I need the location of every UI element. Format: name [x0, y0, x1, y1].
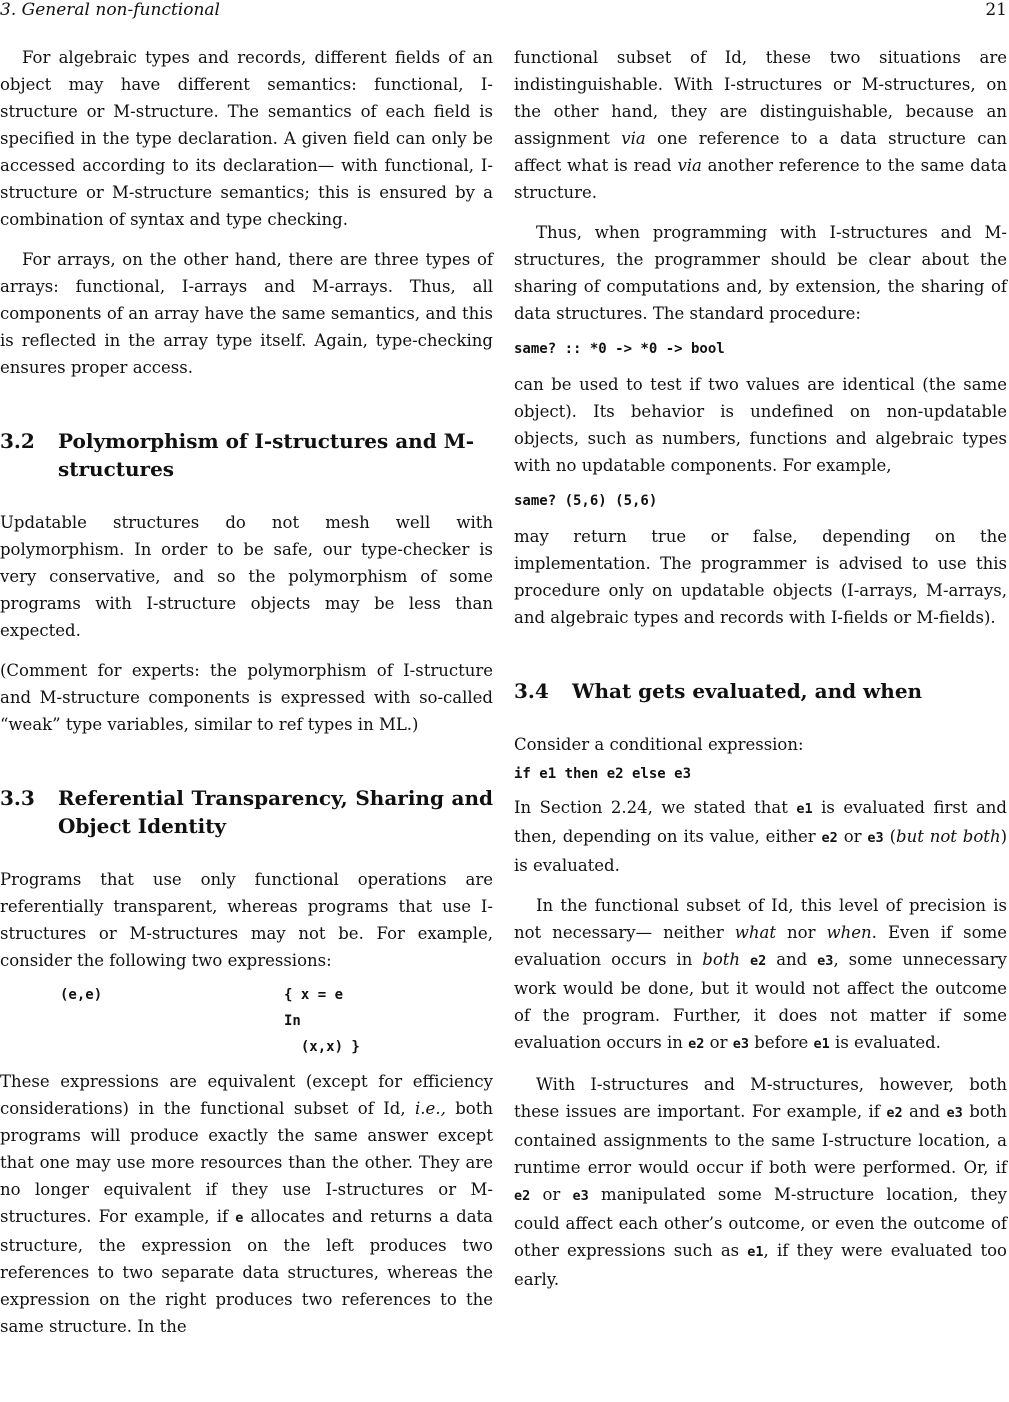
text-run: is evaluated. — [829, 1033, 941, 1052]
left-column — [0, 44, 493, 1340]
text-run: , some unnecessary work would be done, but it would not affect the outcome of the program. Further, it does not matter if some evaluation occurs in — [514, 950, 1008, 1052]
paragraph-referential-transparency: Programs that use only functional operations are referentially transparent, whereas programs that use I-structures or M-structures may not be. For example, consider the following two expressions: — [0, 870, 493, 970]
code-same-example: same? (5,6) (5,6) — [514, 493, 658, 509]
inline-code: e2 — [688, 1036, 705, 1052]
emphasis-text: what — [734, 923, 776, 942]
text-run — [740, 950, 750, 969]
text-run: ( — [883, 827, 897, 846]
text-run: allocates and returns a data structure, the expression on the left produces two references to two separate data structures, whereas the expression on the right produces two references to the same structure. In the — [0, 1207, 494, 1336]
section-heading-3-4 — [514, 677, 1007, 705]
emphasis-text: i.e., — [415, 1099, 446, 1118]
code-line: (x,x) } — [284, 1039, 360, 1055]
paragraph-implementation: may return true or false, depending on the implementation. The programmer is advised to use this procedure only on updatable objects (I-arrays, M-arrays, and algebraic types and records with I-fields or M-fields). — [514, 527, 1007, 627]
page-header — [0, 0, 1009, 26]
code-line: { x = e — [284, 987, 344, 1003]
text-run: or — [704, 1033, 733, 1052]
inline-code: e3 — [867, 830, 884, 846]
text-run: is evaluated first and then, depending on its value, either — [514, 798, 1007, 846]
paragraph-polymorphism: Updatable structures do not mesh well with polymorphism. In order to be safe, our type-checker is very conservative, and so the polymorphism of some programs with I-structure objects may be less than expected. — [0, 513, 493, 640]
text-run: These expressions are equivalent (except for efficiency considerations) in the functional subset of Id, — [0, 1072, 493, 1118]
running-header-section: 3. General non-functional — [0, 0, 220, 20]
code-conditional: if e1 then e2 else e3 — [514, 766, 692, 782]
text-run: In the functional subset of Id, this level of precision is not necessary— neither — [514, 896, 1007, 942]
right-column — [514, 44, 1007, 1293]
inline-code: e1 — [747, 1244, 764, 1260]
section-title: What gets evaluated, and when — [572, 679, 923, 703]
text-run: or — [530, 1185, 573, 1204]
inline-code: e — [235, 1210, 244, 1226]
emphasis-text: both — [702, 950, 741, 969]
inline-code: e1 — [813, 1036, 830, 1052]
code-expression-right — [284, 982, 360, 1060]
text-run: nor — [775, 923, 827, 942]
text-run: and — [902, 1102, 947, 1121]
text-run: functional subset of Id, these two situations are indistinguishable. With I-structures or M-structures, on the other hand, they are distinguishable, because an assignment — [514, 48, 1007, 148]
emphasis-text: via — [621, 129, 646, 148]
code-expression-left: (e,e) — [60, 987, 103, 1003]
paragraph-conditional: Consider a conditional expression: — [514, 735, 804, 754]
text-run: manipulated some M-structure location, they could affect each other’s outcome, or even the outcome of other expressions such as — [514, 1185, 1007, 1260]
page-number: 21 — [985, 0, 1007, 20]
text-run: and — [766, 950, 818, 969]
text-run: another reference to the same data structure. — [514, 156, 1007, 202]
paragraph-comment-experts: (Comment for experts: the polymorphism of I-structure and M-structure components is expressed with so-called “weak” type variables, similar to ref types in ML.) — [0, 661, 493, 734]
paragraph-identical-test: can be used to test if two values are identical (the same object). Its behavior is undefined on non-updatable objects, such as numbers, functions and algebraic types with no updatable components. For example, — [514, 375, 1007, 475]
inline-code: e2 — [514, 1188, 531, 1204]
text-run: ) is evaluated. — [514, 827, 1008, 875]
paragraph-sharing: Thus, when programming with I-structures and M-structures, the programmer should be clear about the sharing of computations and, by extension, the sharing of data structures. The standard procedure: — [514, 223, 1007, 323]
inline-code: e3 — [732, 1036, 750, 1052]
paragraph-field-semantics: For algebraic types and records, different fields of an object may have different semantics: functional, I-structure or M-structure. The semantics of each field is specified in the type declaration. A given field can only be accessed according to its declaration— with functional, I-structure or M-structure semantics; this is ensured by a combination of syntax and type checking. — [0, 48, 493, 229]
section-number: 3.4 — [514, 679, 549, 703]
emphasis-text: but not both — [896, 827, 1001, 846]
code-same-signature: same? :: *0 -> *0 -> bool — [514, 341, 725, 357]
paragraph-equivalence — [0, 1068, 493, 1340]
paragraph-array-types: For arrays, on the other hand, there are three types of arrays: functional, I-arrays and M-arrays. Thus, all components of an array have the same semantics, and this is reflected in the array type itself. Again, type-checking ensures proper access. — [0, 250, 493, 377]
paragraph-structures-important — [514, 1071, 1007, 1293]
text-run: With I-structures and M-structures, however, both these issues are important. For example, if — [514, 1075, 1007, 1121]
paragraph-section-ref — [514, 794, 1007, 879]
section-number: 3.3 — [0, 786, 35, 810]
section-number: 3.2 — [0, 429, 35, 453]
text-run: , if they were evaluated too early. — [514, 1241, 1007, 1289]
text-run: . Even if some evaluation occurs in — [514, 923, 1007, 969]
inline-code: e3 — [946, 1105, 963, 1121]
emphasis-text: when — [826, 923, 872, 942]
inline-code: e2 — [749, 953, 767, 969]
inline-code: e1 — [796, 801, 813, 817]
text-run: or — [837, 827, 868, 846]
section-title: Referential Transparency, Sharing and Object Identity — [58, 786, 493, 838]
emphasis-text: via — [677, 156, 702, 175]
text-run: In Section 2.24, we stated that — [514, 798, 797, 817]
text-run: both contained assignments to the same I-structure location, a runtime error would occur if both were performed. Or, if — [514, 1102, 1007, 1177]
section-heading-3-2 — [0, 427, 493, 483]
inline-code: e3 — [572, 1188, 589, 1204]
text-run: one reference to a data structure can affect what is read — [514, 129, 1007, 175]
text-run: both programs will produce exactly the same answer except that one may use more resources than the other. They are no longer equivalent if they use I-structures or M-structures. For example, if — [0, 1099, 494, 1226]
code-line: In — [284, 1013, 301, 1029]
inline-code: e2 — [886, 1105, 903, 1121]
paragraph-functional-precision — [514, 892, 1007, 1058]
paragraph-distinguishable — [514, 44, 1007, 206]
code-example-expressions — [0, 982, 493, 1060]
inline-code: e2 — [821, 830, 838, 846]
text-run: before — [749, 1033, 814, 1052]
inline-code: e3 — [817, 953, 834, 969]
section-title: Polymorphism of I-structures and M-structures — [58, 429, 475, 481]
section-heading-3-3 — [0, 784, 493, 840]
